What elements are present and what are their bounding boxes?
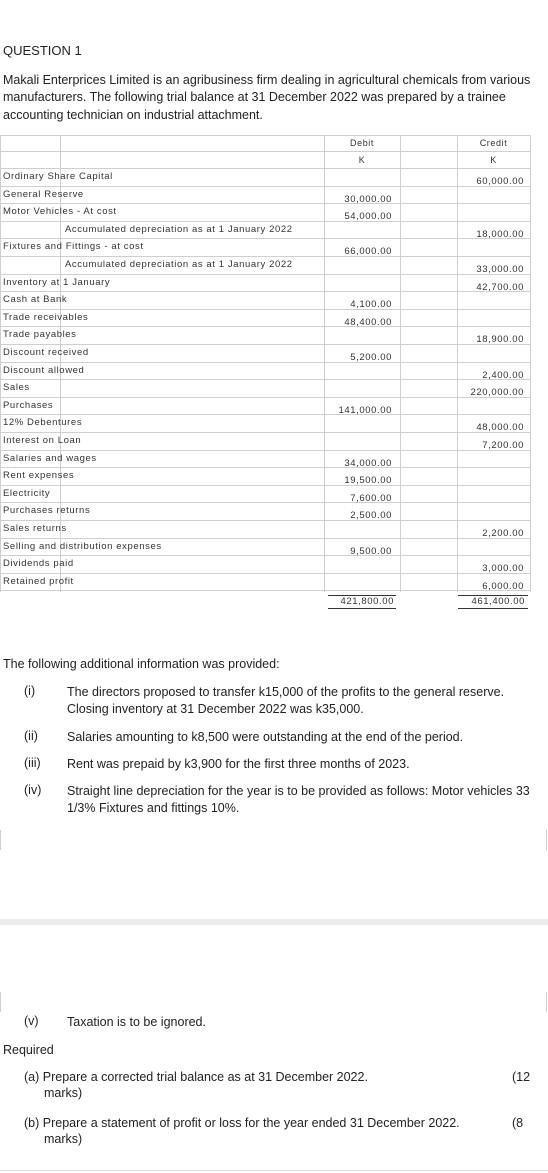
marks-a: (12 (512, 1070, 531, 1084)
credit-amount: 2,200.00 (482, 528, 524, 539)
account-label: Fixtures and Fittings - at cost (3, 241, 144, 252)
table-grid-line (0, 274, 530, 275)
debit-amount: 7,600.00 (350, 493, 392, 504)
table-grid-line (0, 309, 530, 310)
debit-amount: 19,500.00 (344, 475, 392, 486)
account-label: Discount allowed (3, 365, 85, 376)
item-number: (ii) (24, 729, 38, 743)
debit-amount: 34,000.00 (344, 458, 392, 469)
item-text: Straight line depreciation for the year is to be provided as follows: Motor vehicles 33 1/3% Fixtures and fittings 10%. (67, 784, 530, 815)
item-text: Salaries amounting to k8,500 were outstanding at the end of the period. (67, 730, 464, 744)
table-grid-line (0, 450, 530, 451)
credit-amount: 42,700.00 (476, 282, 524, 293)
account-label: Discount received (3, 347, 89, 358)
account-label: Interest on Loan (3, 435, 82, 446)
account-label: 12% Debentures (3, 417, 83, 428)
account-label: Cash at Bank (3, 294, 68, 305)
debit-currency: K (358, 155, 366, 165)
account-label: Trade payables (3, 329, 77, 340)
table-grid-line (0, 186, 530, 187)
table-grid-line (0, 168, 530, 169)
table-grid-line (0, 397, 530, 398)
table-grid-line (0, 590, 530, 591)
debit-amount: 2,500.00 (350, 510, 392, 521)
account-label: Electricity (3, 488, 51, 499)
account-label: Rent expenses (3, 470, 75, 481)
account-label: Dividends paid (3, 558, 74, 569)
credit-amount: 7,200.00 (482, 440, 524, 451)
table-grid-line (0, 432, 530, 433)
required-part-b: (b) Prepare a statement of profit or loss for the year ended 31 December 2022. (24, 1116, 460, 1130)
total-credit-box (458, 595, 528, 609)
table-grid-line (0, 135, 530, 136)
account-label: General Reserve (3, 189, 84, 200)
table-grid-line (0, 538, 530, 539)
page-edge-left (0, 830, 1, 850)
item-number: (iii) (24, 756, 41, 770)
credit-currency: K (490, 155, 497, 165)
item-number: (i) (24, 684, 36, 698)
debit-amount: 30,000.00 (344, 194, 392, 205)
page-edge-right (546, 992, 547, 1012)
page-break (0, 919, 548, 925)
account-label: Selling and distribution expenses (3, 541, 162, 552)
item-text: Rent was prepaid by k3,900 for the first three months of 2023. (67, 757, 410, 771)
account-label: Sales (3, 382, 30, 393)
table-grid-line (0, 555, 530, 556)
table-grid-line (0, 238, 530, 239)
credit-amount: 18,900.00 (476, 334, 524, 345)
credit-amount: 60,000.00 (476, 176, 524, 187)
table-grid-line (0, 379, 530, 380)
item-text: The directors proposed to transfer k15,000 of the profits to the general reserve. Closing inventory at 31 December 2022 was k35,000. (67, 685, 505, 716)
page-bottom-rule (0, 1170, 548, 1171)
marks-b-label: marks) (44, 1132, 83, 1146)
account-label: Inventory at 1 January (3, 277, 111, 288)
marks-b: (8 (512, 1116, 524, 1130)
account-label: Sales returns (3, 523, 67, 534)
account-label: Ordinary Share Capital (3, 171, 113, 182)
table-grid-line (0, 326, 530, 327)
table-grid-line (0, 151, 530, 152)
table-grid-line (0, 467, 530, 468)
table-grid-line (0, 203, 530, 204)
credit-amount: 48,000.00 (476, 422, 524, 433)
credit-amount: 18,000.00 (476, 229, 524, 240)
question-heading: QUESTION 1 (3, 43, 82, 58)
debit-amount: 66,000.00 (344, 246, 392, 257)
table-grid-line (0, 414, 530, 415)
account-label: Accumulated depreciation as at 1 January 2022 (65, 259, 293, 270)
account-label: Purchases returns (3, 505, 91, 516)
required-part-a: (a) Prepare a corrected trial balance as at 31 December 2022. (24, 1070, 368, 1084)
credit-amount: 220,000.00 (470, 387, 524, 398)
account-label: Trade receivables (3, 312, 89, 323)
debit-amount: 5,200.00 (350, 352, 392, 363)
total-credit: 461,400.00 (471, 596, 525, 607)
table-grid-line (530, 135, 531, 592)
credit-amount: 2,400.00 (482, 370, 524, 381)
table-grid-line (0, 520, 530, 521)
debit-amount: 4,100.00 (350, 299, 392, 310)
debit-amount: 48,400.00 (344, 317, 392, 328)
credit-amount: 33,000.00 (476, 264, 524, 275)
account-label: Purchases (3, 400, 54, 411)
marks-a-label: marks) (44, 1086, 83, 1100)
additional-info-intro: The following additional information was provided: (3, 657, 280, 671)
debit-amount: 54,000.00 (344, 211, 392, 222)
credit-amount: 3,000.00 (482, 563, 524, 574)
total-debit: 421,800.00 (340, 596, 394, 607)
trial-balance-table (0, 135, 530, 608)
item-number: (v) (24, 1014, 39, 1028)
account-label: Motor Vehicles - At cost (3, 206, 117, 217)
page-edge-left (0, 992, 1, 1012)
item-text: Taxation is to be ignored. (67, 1015, 206, 1029)
table-grid-line (0, 573, 530, 574)
table-grid-line (0, 485, 530, 486)
debit-header: Debit (349, 138, 374, 148)
question-intro: Makali Enterprices Limited is an agribusiness firm dealing in agricultural chemicals from various manufacturers. The following trial balance at 31 December 2022 was prepared by a trainee accounting technician on industrial attachment. (3, 73, 531, 122)
debit-amount: 141,000.00 (338, 405, 392, 416)
credit-header: Credit (479, 138, 508, 148)
table-grid-line (0, 502, 530, 503)
total-debit-box (328, 595, 396, 609)
table-grid-line (0, 344, 530, 345)
page-edge-right (546, 830, 547, 850)
debit-amount: 9,500.00 (350, 546, 392, 557)
account-label: Salaries and wages (3, 453, 97, 464)
account-label: Retained profit (3, 576, 74, 587)
required-heading: Required (3, 1043, 54, 1057)
table-grid-line (0, 291, 530, 292)
credit-amount: 6,000.00 (482, 581, 524, 592)
table-grid-line (0, 221, 530, 222)
account-label: Accumulated depreciation as at 1 January 2022 (65, 224, 293, 235)
table-grid-line (0, 256, 530, 257)
item-number: (iv) (24, 783, 42, 797)
table-grid-line (0, 362, 530, 363)
